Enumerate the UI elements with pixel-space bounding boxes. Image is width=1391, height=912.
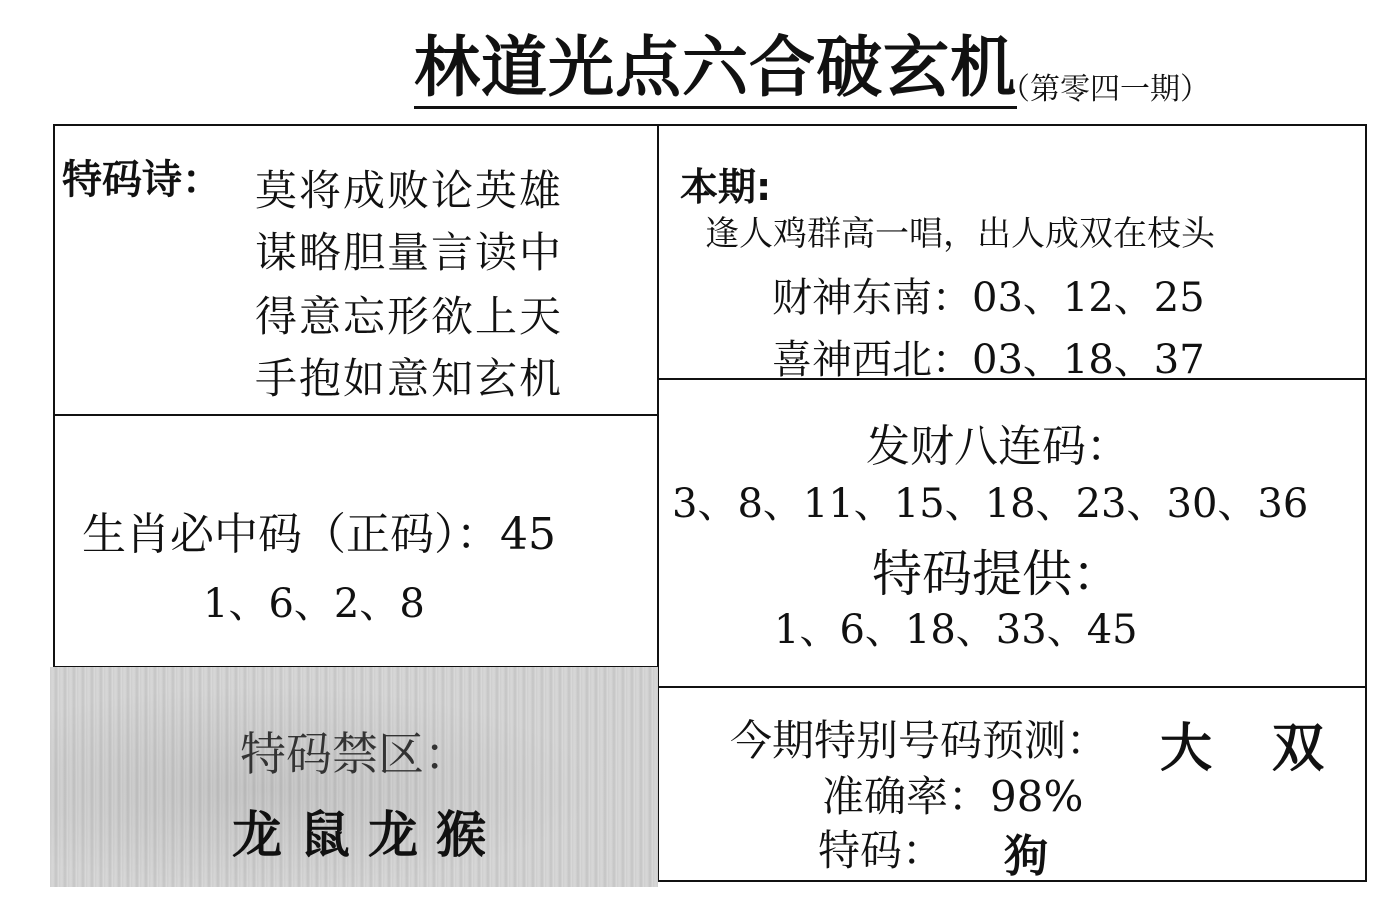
- current-verse: 逢人鸡群高一唱，出人成双在枝头: [705, 214, 1215, 254]
- poem-line-4: 手抱如意知玄机: [255, 354, 564, 403]
- forbidden-label: 特码禁区：: [240, 727, 470, 781]
- poem-line-1: 莫将成败论英雄: [255, 166, 564, 215]
- forbidden-animals: 龙鼠龙猴: [232, 806, 504, 864]
- joy-god-line: 喜神西北：03、18、37: [772, 337, 1205, 383]
- current-label: 本期:: [680, 165, 772, 209]
- page-title: 林道光点六合破玄机: [414, 30, 1017, 109]
- poem-line-2: 谋略胆量言读中: [255, 228, 564, 277]
- poem-label: 特码诗：: [62, 157, 222, 203]
- zodiac-numbers: 1、6、2、8: [203, 581, 425, 627]
- special-code-value: 狗: [1004, 831, 1048, 882]
- special-label: 特码提供：: [872, 545, 1122, 603]
- forecast-label: 今期特别号码预测：: [730, 716, 1109, 765]
- eight-label: 发财八连码：: [866, 421, 1130, 472]
- eight-numbers: 3、8、11、15、18、23、30、36: [672, 481, 1309, 527]
- right-divider-2: [657, 686, 1367, 688]
- accuracy-line: 准确率：98%: [822, 772, 1084, 821]
- issue-number: （第零四一期）: [1000, 72, 1210, 107]
- special-code-label: 特码：: [818, 826, 945, 875]
- wealth-god-line: 财神东南：03、12、25: [772, 275, 1205, 321]
- forecast-size: 大: [1160, 719, 1213, 779]
- poem-line-3: 得意忘形欲上天: [255, 292, 564, 341]
- left-divider-1: [53, 414, 658, 416]
- zodiac-label: 生肖必中码（正码）：45: [82, 509, 556, 560]
- forecast-parity: 双: [1272, 719, 1325, 779]
- special-numbers: 1、6、18、33、45: [774, 607, 1138, 653]
